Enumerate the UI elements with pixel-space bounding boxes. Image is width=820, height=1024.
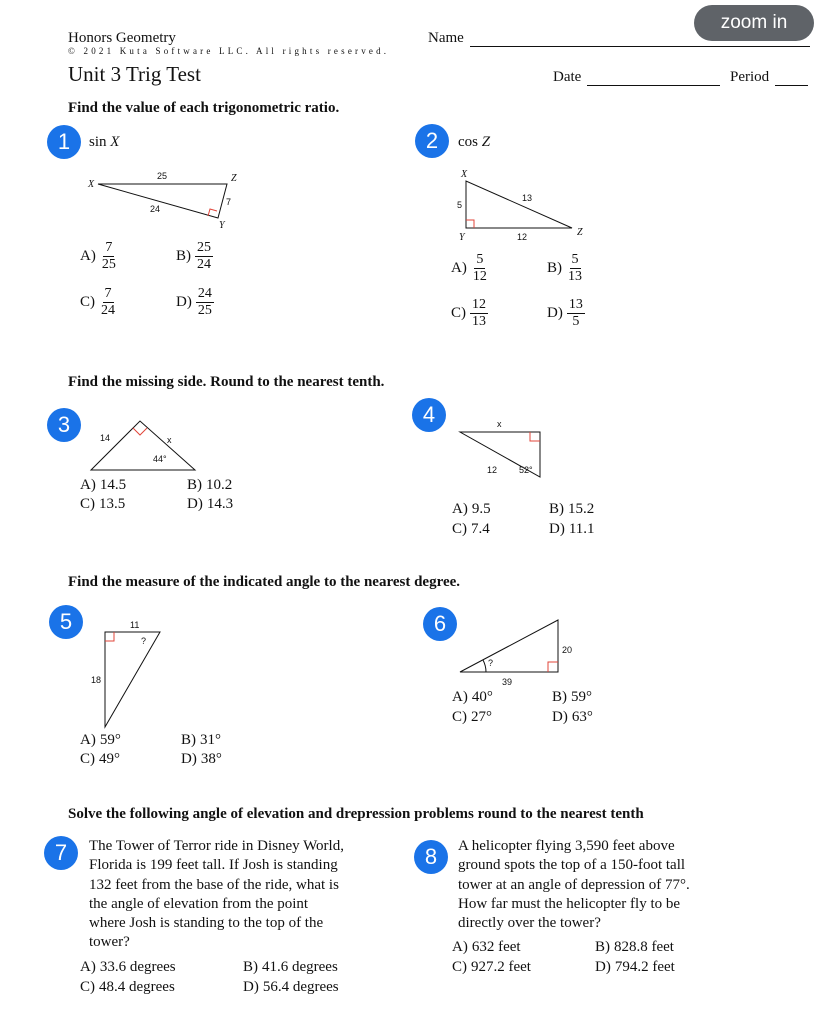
fraction-denominator: 13 bbox=[472, 314, 486, 329]
name-blank bbox=[470, 46, 810, 47]
p1-option-c[interactable] bbox=[80, 286, 117, 319]
option-label: D) bbox=[552, 709, 568, 725]
problem-badge-2: 2 bbox=[415, 124, 449, 158]
p4-option-a[interactable] bbox=[452, 501, 491, 518]
option-label: B) bbox=[547, 260, 562, 276]
date-label: Date bbox=[553, 69, 582, 85]
fraction-denominator: 12 bbox=[472, 269, 487, 284]
p1-label-y: Y bbox=[219, 220, 225, 231]
fraction-numerator: 24 bbox=[197, 286, 212, 301]
p5-label-side: 18 bbox=[91, 675, 102, 685]
option-label: B) bbox=[549, 501, 564, 517]
problem-text-line: directly over the tower? bbox=[458, 915, 601, 932]
option-label: C) bbox=[80, 294, 95, 310]
problem-3-triangle bbox=[85, 415, 225, 475]
problem-text-line: where Josh is standing to the top of the bbox=[89, 915, 324, 932]
option-value: 14.5 bbox=[99, 477, 127, 493]
option-label: D) bbox=[187, 496, 203, 512]
problem-1-func: sin bbox=[89, 134, 107, 150]
option-value: 31° bbox=[200, 732, 221, 748]
option-label: B) bbox=[552, 689, 567, 705]
option-value: 38° bbox=[200, 751, 222, 767]
option-value: 9.5 bbox=[471, 501, 491, 517]
p3-label-angle: 44° bbox=[153, 454, 167, 464]
p6-label-vert: 20 bbox=[562, 645, 573, 655]
option-value: 59° bbox=[571, 689, 592, 705]
option-label: C) bbox=[452, 521, 467, 537]
section-heading-missing-side: Find the missing side. Round to the nearest tenth. bbox=[68, 374, 385, 390]
p2-option-a[interactable] bbox=[451, 252, 489, 285]
fraction-numerator: 7 bbox=[104, 286, 112, 301]
problem-badge-5: 5 bbox=[49, 605, 83, 639]
fraction-numerator: 13 bbox=[568, 297, 583, 312]
problem-1-var: X bbox=[110, 134, 120, 150]
option-label: B) bbox=[595, 939, 610, 955]
fraction-denominator: 25 bbox=[101, 257, 116, 272]
page-title: Unit 3 Trig Test bbox=[68, 62, 201, 86]
p4-label-x: x bbox=[497, 419, 502, 429]
option-label: D) bbox=[549, 521, 565, 537]
p3-label-x: x bbox=[167, 435, 172, 445]
option-value: 632 feet bbox=[471, 939, 521, 955]
option-value: 41.6 degrees bbox=[262, 959, 338, 975]
p5-option-d[interactable] bbox=[181, 751, 222, 768]
problem-4-triangle bbox=[450, 415, 560, 485]
option-label: D) bbox=[243, 979, 259, 995]
option-label: D) bbox=[181, 751, 197, 767]
date-blank bbox=[587, 85, 720, 86]
p6-label-q: ? bbox=[488, 658, 494, 668]
section-heading-elevation: Solve the following angle of elevation and drepression problems round to the nearest tenth bbox=[68, 806, 644, 822]
problem-7-text bbox=[89, 837, 344, 953]
option-fraction bbox=[195, 240, 213, 273]
p2-option-d[interactable] bbox=[547, 297, 585, 330]
problem-text-line: the angle of elevation from the point bbox=[89, 895, 309, 912]
p1-option-d[interactable] bbox=[176, 286, 214, 319]
option-value: 59° bbox=[99, 732, 121, 748]
fraction-numerator: 7 bbox=[105, 240, 113, 255]
option-fraction bbox=[471, 252, 489, 285]
option-label: A) bbox=[80, 248, 96, 264]
period-blank bbox=[775, 85, 808, 86]
p1-label-hyp: 25 bbox=[157, 171, 168, 181]
option-label: B) bbox=[243, 959, 258, 975]
p6-label-base: 39 bbox=[502, 677, 513, 687]
problem-5-triangle bbox=[85, 615, 175, 735]
option-value: 56.4 degrees bbox=[262, 979, 339, 995]
option-label: C) bbox=[451, 305, 466, 321]
problem-text-line: ground spots the top of a 150-foot tall bbox=[458, 857, 686, 874]
fraction-numerator: 25 bbox=[197, 240, 211, 255]
p7-option-d[interactable] bbox=[243, 979, 339, 996]
option-label: A) bbox=[452, 939, 468, 955]
p4-option-b[interactable] bbox=[549, 501, 594, 518]
problem-badge-7: 7 bbox=[44, 836, 78, 870]
fraction-numerator: 12 bbox=[472, 297, 486, 312]
fraction-denominator: 13 bbox=[568, 269, 582, 284]
fraction-numerator: 5 bbox=[571, 252, 579, 267]
problem-badge-3: 3 bbox=[47, 408, 81, 442]
option-label: C) bbox=[80, 751, 95, 767]
option-value: 7.4 bbox=[471, 521, 490, 537]
fraction-denominator: 24 bbox=[101, 303, 115, 318]
p7-option-b[interactable] bbox=[243, 959, 338, 976]
option-fraction bbox=[196, 286, 214, 319]
problem-text-line: tower? bbox=[89, 934, 130, 951]
p1-label-z: Z bbox=[231, 173, 237, 184]
option-label: C) bbox=[80, 979, 95, 995]
p8-option-d[interactable] bbox=[595, 959, 675, 976]
p2-option-c[interactable] bbox=[451, 297, 488, 330]
p6-option-a[interactable] bbox=[452, 689, 493, 706]
option-label: B) bbox=[176, 248, 191, 264]
problem-text-line: The Tower of Terror ride in Disney World, bbox=[89, 838, 344, 854]
problem-2-var: Z bbox=[481, 134, 491, 150]
p2-label-vert: 5 bbox=[457, 200, 463, 210]
p3-option-d[interactable] bbox=[187, 496, 233, 513]
problem-2-func: cos bbox=[458, 134, 478, 150]
p6-option-b[interactable] bbox=[552, 689, 592, 706]
problem-text-line: 132 feet from the base of the ride, what is bbox=[89, 876, 339, 893]
p8-option-c[interactable] bbox=[452, 959, 531, 976]
problem-text-line: tower at an angle of depression of 77°. bbox=[458, 876, 690, 893]
option-label: A) bbox=[80, 477, 96, 493]
option-value: 15.2 bbox=[568, 501, 595, 517]
p4-option-d[interactable] bbox=[549, 521, 595, 538]
problem-text-line: Florida is 199 feet tall. If Josh is standing bbox=[89, 857, 338, 874]
option-label: A) bbox=[80, 959, 96, 975]
p4-option-c[interactable] bbox=[452, 521, 490, 538]
p3-option-a[interactable] bbox=[80, 477, 126, 494]
p8-option-a[interactable] bbox=[452, 939, 521, 956]
problem-badge-1: 1 bbox=[47, 125, 81, 159]
option-value: 48.4 degrees bbox=[99, 979, 175, 995]
p2-label-x: X bbox=[461, 169, 468, 180]
problem-badge-8: 8 bbox=[414, 840, 448, 874]
fraction-numerator: 5 bbox=[476, 252, 484, 267]
option-value: 33.6 degrees bbox=[99, 959, 176, 975]
option-fraction bbox=[566, 252, 584, 285]
option-fraction bbox=[99, 286, 117, 319]
p2-label-y: Y bbox=[459, 232, 465, 243]
p3-label-side: 14 bbox=[100, 433, 111, 443]
problem-badge-6: 6 bbox=[423, 607, 457, 641]
p1-label-short: 7 bbox=[226, 197, 232, 207]
p7-option-a[interactable] bbox=[80, 959, 176, 976]
name-label: Name bbox=[428, 30, 464, 46]
option-value: 828.8 feet bbox=[614, 939, 674, 955]
p1-option-a[interactable] bbox=[80, 240, 118, 273]
problem-1-triangle bbox=[80, 165, 250, 235]
p6-option-c[interactable] bbox=[452, 709, 492, 726]
p5-option-b[interactable] bbox=[181, 732, 221, 749]
zoom-in-button[interactable]: zoom in bbox=[694, 5, 814, 41]
course-name: Honors Geometry bbox=[68, 30, 176, 46]
fraction-denominator: 25 bbox=[197, 303, 212, 318]
p5-option-a[interactable] bbox=[80, 732, 121, 749]
option-fraction bbox=[470, 297, 488, 330]
p2-label-z: Z bbox=[577, 227, 583, 238]
problem-text-line: A helicopter flying 3,590 feet above bbox=[458, 838, 675, 854]
option-label: D) bbox=[176, 294, 192, 310]
option-value: 13.5 bbox=[99, 496, 126, 512]
option-value: 794.2 feet bbox=[614, 959, 675, 975]
option-label: D) bbox=[595, 959, 611, 975]
p5-label-top: 11 bbox=[130, 620, 140, 630]
option-label: A) bbox=[452, 689, 468, 705]
p2-label-base: 12 bbox=[517, 232, 528, 242]
option-value: 27° bbox=[471, 709, 492, 725]
p3-option-b[interactable] bbox=[187, 477, 232, 494]
section-heading-trig-ratio: Find the value of each trigonometric ratio. bbox=[68, 100, 340, 116]
option-label: B) bbox=[181, 732, 196, 748]
option-value: 49° bbox=[99, 751, 120, 767]
option-label: C) bbox=[452, 709, 467, 725]
p4-label-hyp: 12 bbox=[487, 465, 498, 475]
option-value: 10.2 bbox=[206, 477, 233, 493]
p7-option-c[interactable] bbox=[80, 979, 175, 996]
p8-option-b[interactable] bbox=[595, 939, 674, 956]
period-label: Period bbox=[730, 69, 770, 85]
p5-option-c[interactable] bbox=[80, 751, 120, 768]
option-label: A) bbox=[452, 501, 468, 517]
option-fraction bbox=[100, 240, 118, 273]
problem-6-triangle bbox=[450, 615, 590, 690]
option-label: D) bbox=[547, 305, 563, 321]
section-heading-angle: Find the measure of the indicated angle to the nearest degree. bbox=[68, 574, 461, 590]
option-label: A) bbox=[80, 732, 96, 748]
problem-badge-4: 4 bbox=[412, 398, 446, 432]
fraction-denominator: 24 bbox=[197, 257, 211, 272]
option-label: A) bbox=[451, 260, 467, 276]
p6-option-d[interactable] bbox=[552, 709, 593, 726]
problem-2-triangle bbox=[440, 165, 610, 245]
option-label: C) bbox=[80, 496, 95, 512]
p5-label-q: ? bbox=[141, 636, 147, 646]
option-value: 11.1 bbox=[568, 521, 595, 537]
option-value: 63° bbox=[571, 709, 593, 725]
p2-option-b[interactable] bbox=[547, 252, 584, 285]
option-label: C) bbox=[452, 959, 467, 975]
fraction-denominator: 5 bbox=[572, 314, 580, 329]
problem-2-prompt bbox=[458, 134, 490, 151]
problem-text-line: How far must the helicopter fly to be bbox=[458, 895, 681, 912]
copyright-line: © 2021 Kuta Software LLC. All rights reserved. bbox=[68, 46, 390, 56]
option-value: 927.2 feet bbox=[471, 959, 531, 975]
p2-label-hyp: 13 bbox=[522, 193, 533, 203]
p4-label-angle: 52° bbox=[519, 465, 533, 475]
problem-8-text bbox=[458, 837, 690, 933]
p1-option-b[interactable] bbox=[176, 240, 213, 273]
option-value: 40° bbox=[471, 689, 493, 705]
problem-1-prompt bbox=[89, 134, 119, 151]
p1-label-long: 24 bbox=[150, 204, 161, 214]
p1-label-x: X bbox=[88, 179, 95, 190]
p3-option-c[interactable] bbox=[80, 496, 125, 513]
option-label: B) bbox=[187, 477, 202, 493]
option-fraction bbox=[567, 297, 585, 330]
option-value: 14.3 bbox=[206, 496, 234, 512]
